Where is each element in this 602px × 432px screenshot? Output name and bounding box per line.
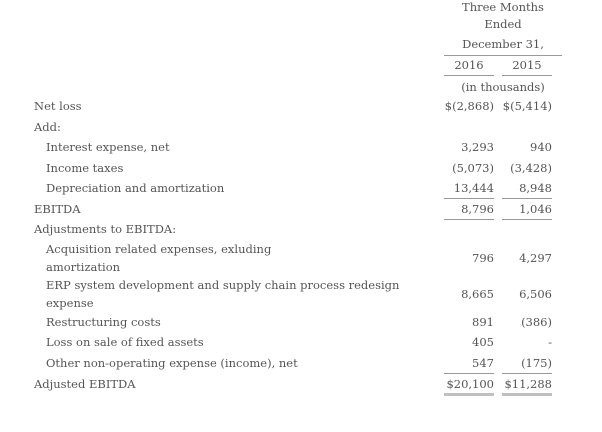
row-label-erp-line1: ERP system development and supply chain process redesign xyxy=(46,278,400,292)
adjusted-ebitda-2015: $11,288 xyxy=(504,377,552,391)
year-2016-header: 2016 xyxy=(454,58,484,72)
row-label-adjustments: Adjustments to EBITDA: xyxy=(34,222,177,236)
subtotal-line-2016 xyxy=(444,198,494,199)
total-double-underline-2015 xyxy=(502,393,552,396)
acquisition-2016: 796 xyxy=(472,251,494,265)
loss-on-sale-2016: 405 xyxy=(472,335,494,349)
row-label-income-taxes: Income taxes xyxy=(46,161,124,175)
row-label-erp-line2: expense xyxy=(46,296,94,310)
restructuring-2015: (386) xyxy=(521,315,552,329)
row-label-adjusted-ebitda: Adjusted EBITDA xyxy=(34,377,136,391)
ebitda-2015: 1,046 xyxy=(519,202,552,216)
loss-on-sale-2015: - xyxy=(548,335,552,349)
net-loss-2016: $(2,868) xyxy=(444,99,494,113)
income-taxes-2015: (3,428) xyxy=(510,161,552,175)
row-label-restructuring: Restructuring costs xyxy=(46,315,161,329)
row-label-acquisition-line2: amortization xyxy=(46,260,121,274)
adjusted-ebitda-2016: $20,100 xyxy=(446,377,494,391)
erp-2015: 6,506 xyxy=(519,287,552,301)
interest-expense-2016: 3,293 xyxy=(461,140,494,154)
period-header-date: December 31, xyxy=(462,37,544,51)
ebitda-line-2016 xyxy=(444,219,494,220)
row-label-add: Add: xyxy=(34,120,61,134)
period-header-line1: Three Months xyxy=(462,0,544,14)
year-2015-header: 2015 xyxy=(512,58,542,72)
row-label-other-non-operating: Other non-operating expense (income), net xyxy=(46,356,298,370)
erp-2016: 8,665 xyxy=(461,287,494,301)
ebitda-line-2015 xyxy=(502,219,552,220)
year-2015-underline xyxy=(502,75,552,76)
depreciation-2016: 13,444 xyxy=(453,181,494,195)
units-label: (in thousands) xyxy=(461,80,545,94)
row-label-ebitda: EBITDA xyxy=(34,202,81,216)
header-divider xyxy=(444,55,562,56)
row-label-net-loss: Net loss xyxy=(34,99,82,113)
adjusted-subtotal-line-2016 xyxy=(444,373,494,374)
income-taxes-2016: (5,073) xyxy=(452,161,494,175)
row-label-loss-on-sale: Loss on sale of fixed assets xyxy=(46,335,204,349)
other-non-operating-2016: 547 xyxy=(472,356,494,370)
net-loss-2015: $(5,414) xyxy=(502,99,552,113)
row-label-acquisition-line1: Acquisition related expenses, exluding xyxy=(46,242,272,256)
subtotal-line-2015 xyxy=(502,198,552,199)
interest-expense-2015: 940 xyxy=(530,140,552,154)
row-label-depreciation: Depreciation and amortization xyxy=(46,181,225,195)
row-label-interest-expense: Interest expense, net xyxy=(46,140,170,154)
depreciation-2015: 8,948 xyxy=(519,181,552,195)
year-2016-underline xyxy=(444,75,494,76)
acquisition-2015: 4,297 xyxy=(519,251,552,265)
ebitda-2016: 8,796 xyxy=(461,202,494,216)
other-non-operating-2015: (175) xyxy=(521,356,552,370)
adjusted-subtotal-line-2015 xyxy=(502,373,552,374)
total-double-underline-2016 xyxy=(444,393,494,396)
period-header-line2: Ended xyxy=(484,17,522,31)
restructuring-2016: 891 xyxy=(472,315,494,329)
